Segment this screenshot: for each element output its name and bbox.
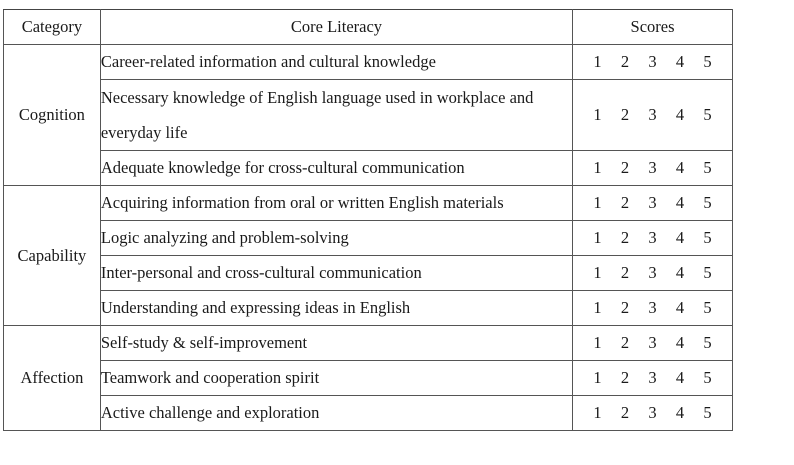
score-option[interactable]: 1: [593, 158, 602, 177]
score-option[interactable]: 1: [593, 368, 602, 387]
score-option[interactable]: 3: [648, 158, 657, 177]
literacy-item: Active challenge and exploration: [100, 396, 572, 431]
score-option[interactable]: 2: [620, 52, 630, 71]
score-scale: [573, 151, 733, 186]
core-literacy-table: [3, 9, 733, 431]
score-option[interactable]: 4: [675, 403, 685, 422]
literacy-item: Teamwork and cooperation spirit: [100, 361, 572, 396]
score-scale: [573, 80, 733, 151]
score-scale: [573, 256, 733, 291]
score-option[interactable]: 5: [703, 158, 712, 177]
score-option[interactable]: 2: [620, 333, 630, 352]
score-option[interactable]: 2: [620, 368, 630, 387]
score-option[interactable]: 5: [703, 193, 712, 212]
score-option[interactable]: 3: [648, 263, 657, 282]
score-option[interactable]: 5: [703, 105, 712, 124]
score-option[interactable]: 2: [620, 105, 630, 124]
header-category: Category: [4, 10, 101, 45]
score-option[interactable]: 3: [648, 403, 657, 422]
category-capability: Capability: [4, 186, 101, 326]
score-option[interactable]: 2: [620, 228, 630, 247]
table-row: [4, 256, 733, 291]
literacy-item: Acquiring information from oral or written English materials: [100, 186, 572, 221]
score-option[interactable]: 1: [593, 403, 602, 422]
table-row: [4, 45, 733, 80]
score-option[interactable]: 1: [593, 333, 602, 352]
score-option[interactable]: 1: [593, 228, 602, 247]
score-option[interactable]: 2: [620, 193, 630, 212]
table-row: [4, 221, 733, 256]
literacy-item: Inter-personal and cross-cultural communication: [100, 256, 572, 291]
score-option[interactable]: 2: [620, 298, 630, 317]
score-option[interactable]: 1: [593, 193, 602, 212]
score-scale: [573, 186, 733, 221]
category-affection: Affection: [4, 326, 101, 431]
score-option[interactable]: 4: [675, 193, 685, 212]
score-option[interactable]: 3: [648, 298, 657, 317]
table-row: [4, 326, 733, 361]
score-option[interactable]: 2: [620, 158, 630, 177]
score-option[interactable]: 4: [675, 298, 685, 317]
score-option[interactable]: 2: [620, 403, 630, 422]
literacy-item: Adequate knowledge for cross-cultural communication: [100, 151, 572, 186]
score-option[interactable]: 5: [703, 228, 712, 247]
literacy-item: Logic analyzing and problem-solving: [100, 221, 572, 256]
score-option[interactable]: 5: [703, 52, 712, 71]
score-option[interactable]: 5: [703, 263, 712, 282]
score-option[interactable]: 5: [703, 333, 712, 352]
literacy-item: Necessary knowledge of English language used in workplace and everyday life: [100, 80, 572, 151]
header-core-literacy: Core Literacy: [100, 10, 572, 45]
header-scores: Scores: [573, 10, 733, 45]
score-option[interactable]: 1: [593, 52, 602, 71]
score-option[interactable]: 1: [593, 263, 602, 282]
score-option[interactable]: 4: [675, 368, 685, 387]
table-row: [4, 396, 733, 431]
score-option[interactable]: 3: [648, 333, 657, 352]
score-option[interactable]: 4: [675, 52, 685, 71]
score-option[interactable]: 3: [648, 228, 657, 247]
score-scale: [573, 291, 733, 326]
score-option[interactable]: 4: [675, 263, 685, 282]
literacy-item: Understanding and expressing ideas in English: [100, 291, 572, 326]
table-row: [4, 361, 733, 396]
score-scale: [573, 396, 733, 431]
score-option[interactable]: 3: [648, 193, 657, 212]
header-row: [4, 10, 733, 45]
score-scale: [573, 221, 733, 256]
literacy-item: Career-related information and cultural knowledge: [100, 45, 572, 80]
score-option[interactable]: 4: [675, 333, 685, 352]
score-option[interactable]: 3: [648, 368, 657, 387]
score-scale: [573, 45, 733, 80]
table-row: [4, 151, 733, 186]
score-option[interactable]: 1: [593, 298, 602, 317]
table-row: [4, 291, 733, 326]
score-option[interactable]: 5: [703, 368, 712, 387]
table-row: [4, 80, 733, 151]
score-option[interactable]: 4: [675, 105, 685, 124]
category-cognition: Cognition: [4, 45, 101, 186]
score-scale: [573, 326, 733, 361]
score-scale: [573, 361, 733, 396]
score-option[interactable]: 4: [675, 158, 685, 177]
score-option[interactable]: 3: [648, 105, 657, 124]
score-option[interactable]: 4: [675, 228, 685, 247]
literacy-item: Self-study & self-improvement: [100, 326, 572, 361]
score-option[interactable]: 2: [620, 263, 630, 282]
score-option[interactable]: 3: [648, 52, 657, 71]
score-option[interactable]: 1: [593, 105, 602, 124]
score-option[interactable]: 5: [703, 403, 712, 422]
table-row: [4, 186, 733, 221]
score-option[interactable]: 5: [703, 298, 712, 317]
